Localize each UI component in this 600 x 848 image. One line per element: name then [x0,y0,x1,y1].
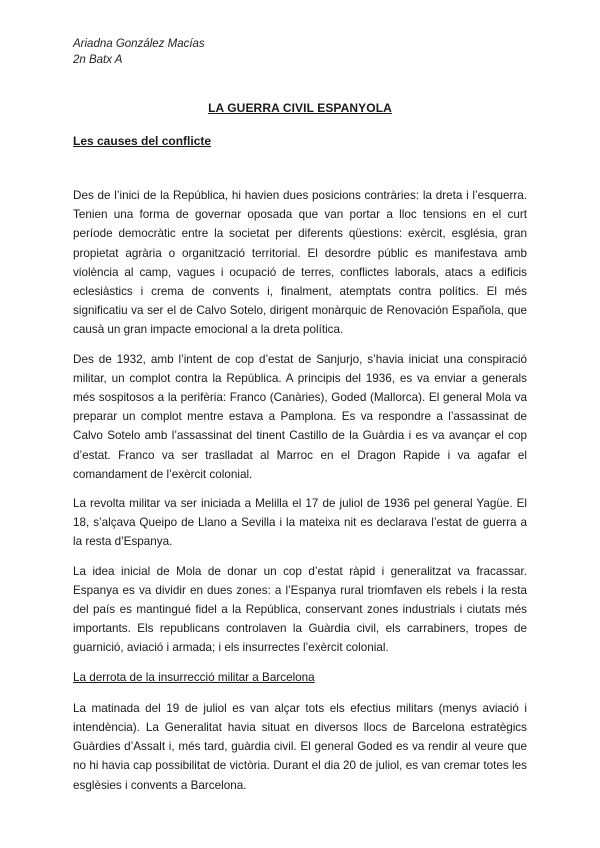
paragraph: La revolta militar va ser iniciada a Melilla el 17 de juliol de 1936 pel general Yagüe. El 18, s’alçava Queipo de Llano a Sevilla i la mateixa nit es declarava l’estat de guerra a la resta d’Espanya. [73,497,527,549]
author-block [73,36,205,68]
document-title: LA GUERRA CIVIL ESPANYOLA [208,101,392,115]
paragraph: La idea inicial de Mola de donar un cop d’estat ràpid i generalitzat va fracassar. Espanya es va dividir en dues zones: a l’Espanya rural triomfaven els rebels i la resta del país es mantingué fidel a la República, conservant zones industrials i ciutats més importants. Els republicans controlaven la Guàrdia civil, els carrabiners, tropes de guarnició, aviació i armada; i els insurrectes l’exèrcit colonial. [73,564,527,655]
paragraph: La matinada del 19 de juliol es van alçar tots els efectius militars (menys aviació i intendència). La Generalitat havia situat en diversos llocs de Barcelona estratègics Guàrdies d’Assalt i, més tard, guàrdia civil. El general Goded es va rendir al veure que no hi havia cap possibilitat de victòria. Durant el dia 20 de juliol, es van cremar totes les esglèsies i convents a Barcelona. [73,701,527,792]
paragraph: Des de l’inici de la República, hi havien dues posicions contràries: la dreta i l’esquerra. Tenien una forma de governar oposada que van portar a lloc tensions en el curt període democràtic entre la societat per diferents qüestions: exèrcit, església, gran propietat agrària o organització territorial. El desordre públic es manifestava amb violència al camp, vagues i ocupació de terres, conflictes laborals, atacs a edificis eclesiàstics i crema de convents i, finalment, atemptats contra polítics. El més significatiu va ser el de Calvo Sotelo, dirigent monàrquic de Renovación Española, que causà un gran impacte emocional a la dreta política. [73,189,527,337]
section-title: Les causes del conflicte [73,134,212,148]
subheading: La derrota de la insurrecció militar a Barcelona [73,670,315,684]
document-body [73,186,527,805]
author-name: Ariadna González Macías [73,38,205,50]
paragraph: Des de 1932, amb l’intent de cop d’estat de Sanjurjo, s’havia iniciat una conspiració militar, un complot contra la República. A principis del 1936, es va enviar a generals més sospitosos a la perifèria: Franco (Canàries), Goded (Mallorca). El general Mola va preparar un complot mentre estava a Pamplona. Es va respondre a l’assassinat de Calvo Sotelo amb l’assassinat del tinent Castillo de la Guàrdia i es va avançar el cop d’estat. Franco va ser traslladat al Marroc en el Dragon Rapide i va agafar el comandament de l’exèrcit colonial. [73,352,527,481]
course-label: 2n Batx A [73,54,123,66]
